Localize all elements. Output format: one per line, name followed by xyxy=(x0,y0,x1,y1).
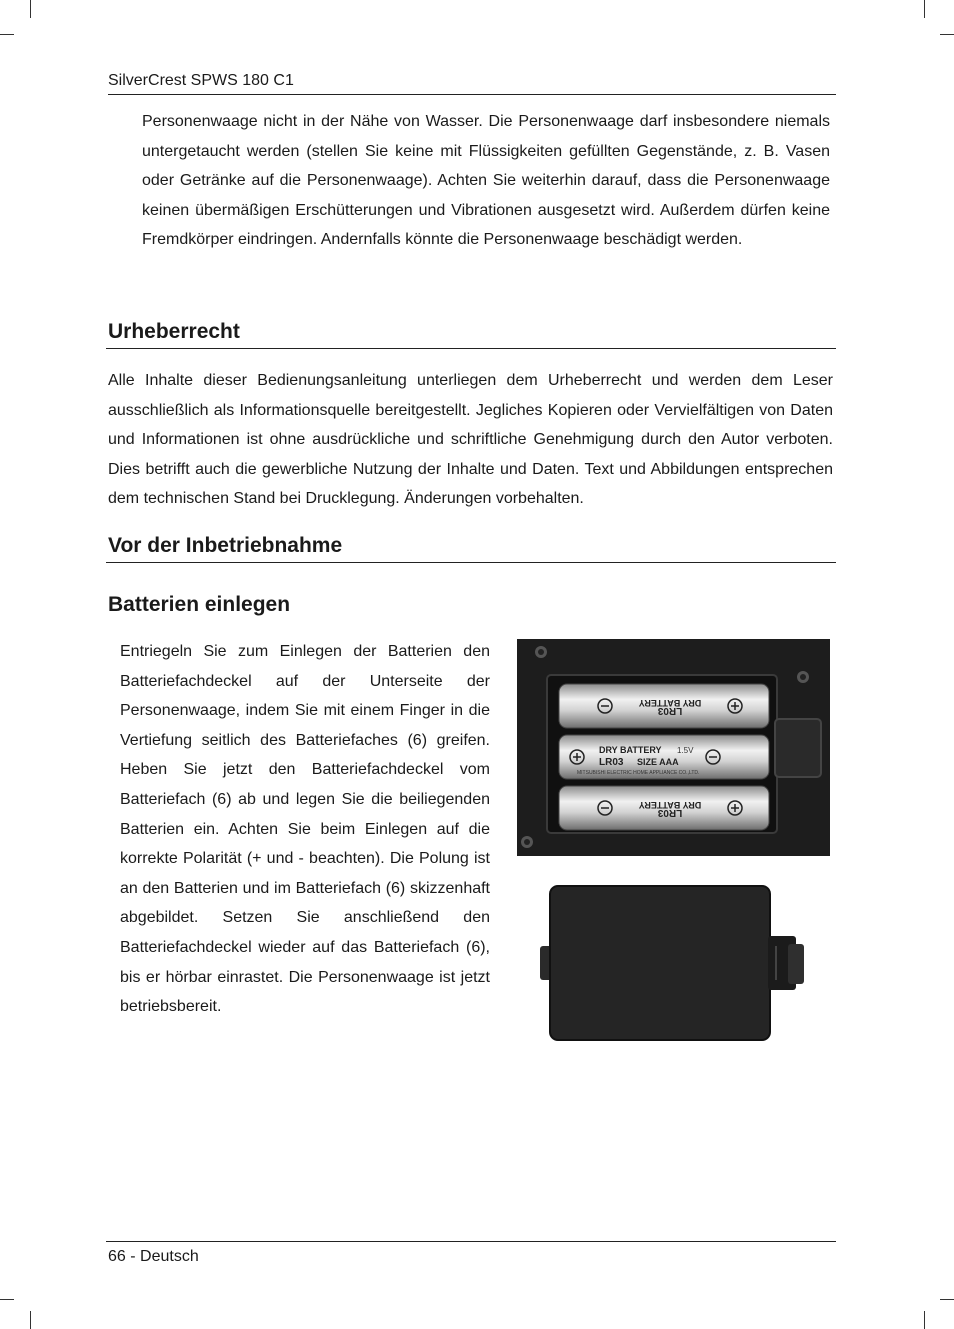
batteries-paragraph: Entriegeln Sie zum Einlegen der Batterien den Batteriefachdeckel auf der Unterseite der Personenwaage, indem Sie mit einem Finger in die Vertiefung seitlich des Batteriefaches (6) greifen. Heben Sie jetzt den Batteriefachdeckel vom Batteriefach (6) ab und legen Sie die beiliegenden Batterien ein. Achten Sie beim Einlegen auf die korrekte Polarität (+ und - beachten). Die Polung ist an den Batterien und im Batteriefach (6) skizzenhaft abgebildet. Setzen Sie anschließend den Batteriefachdeckel wieder auf das Batteriefach (6), bis er hörbar einrastet. Die Personenwaage ist jetzt betriebsbereit. xyxy=(120,643,490,1016)
copyright-paragraph: Alle Inhalte dieser Bedienungsanleitung unterliegen dem Urheberrecht und werden dem Leser ausschließlich als Informationsquelle bereitgestellt. Jegliches Kopieren oder Vervielfältigen von Daten und Informationen ist ohne ausdrückliche und schriftliche Genehmigung durch den Autor verboten. Dies betrifft auch die gewerbliche Nutzung der Inhalte und Daten. Text und Abbildungen entsprechen dem technischen Stand bei Drucklegung. Änderungen vorbehalten. xyxy=(108,372,833,508)
crop-mark xyxy=(940,1299,954,1300)
page-footer: 66 - Deutsch xyxy=(108,1248,199,1265)
battery-label-maker: MITSUBISHI ELECTRIC HOME APPLIANCE CO.,LTD. xyxy=(577,770,700,776)
section-heading-copyright: Urheberrecht xyxy=(108,320,240,343)
intro-paragraph: Personenwaage nicht in der Nähe von Wasser. Die Personenwaage darf insbesondere niemals untergetaucht werden (stellen Sie keine mit Flüssigkeiten gefüllten Gegenstände, z. B. Vasen oder Getränke auf die Personenwaage). Achten Sie weiterhin darauf, dass die Personenwaage keinen übermäßigen Erschütterungen und Vibrationen ausgesetzt wird. Außerdem dürfen keine Fremdkörper eindringen. Andernfalls könnte die Personenwaage beschädigt werden. xyxy=(142,113,830,249)
crop-mark xyxy=(940,34,954,35)
battery-compartment-photo xyxy=(517,639,830,856)
crop-mark xyxy=(924,1311,925,1329)
battery-cover-photo xyxy=(540,884,806,1042)
crop-mark xyxy=(0,34,14,35)
crop-mark xyxy=(30,0,31,18)
battery-label-brand: DRY BATTERY xyxy=(638,800,702,810)
subsection-heading-batteries: Batterien einlegen xyxy=(108,593,291,616)
battery-label-brand: DRY BATTERY xyxy=(599,745,662,755)
battery-label-voltage: 1.5V xyxy=(677,746,694,755)
crop-mark xyxy=(0,1299,14,1300)
battery-label-type: LR03 xyxy=(599,757,624,768)
battery-label-type: LR03 xyxy=(657,705,683,716)
battery-label-type: LR03 xyxy=(657,807,683,818)
battery-label-size: SIZE AAA xyxy=(637,757,679,767)
section-rule xyxy=(106,562,836,563)
crop-mark xyxy=(924,0,925,18)
battery-label-brand: DRY BATTERY xyxy=(638,698,702,708)
section-heading-before-use: Vor der Inbetriebnahme xyxy=(108,534,343,557)
running-header: SilverCrest SPWS 180 C1 xyxy=(108,70,836,95)
footer-rule xyxy=(106,1241,836,1242)
crop-mark xyxy=(30,1311,31,1329)
section-rule xyxy=(106,348,836,349)
